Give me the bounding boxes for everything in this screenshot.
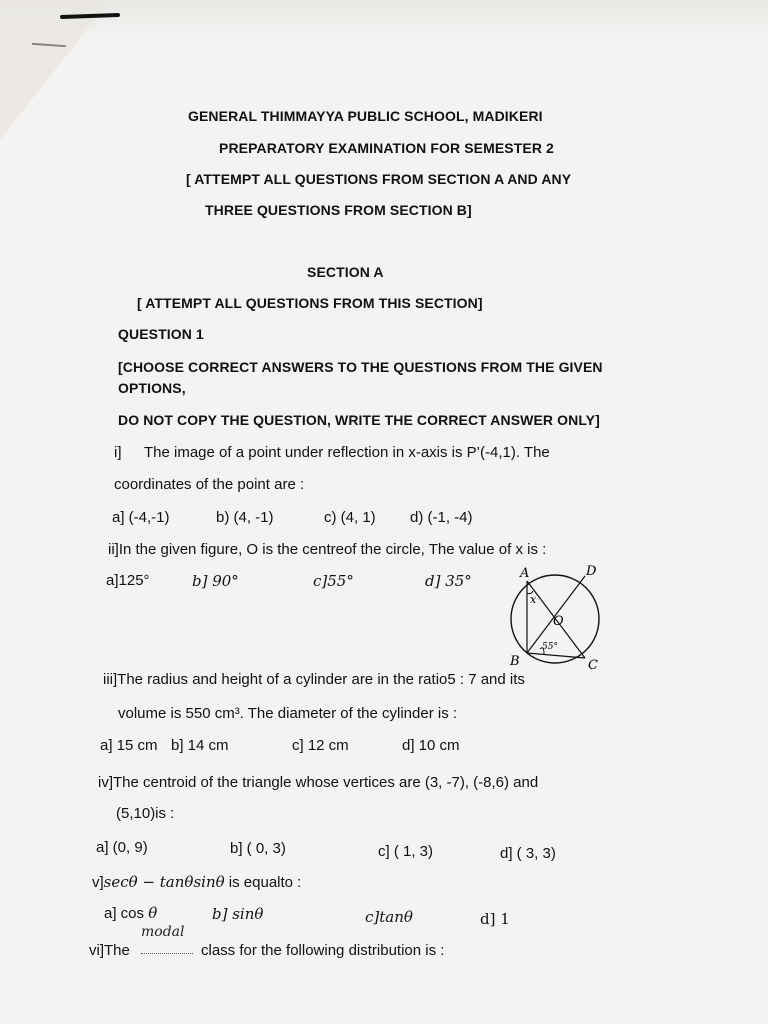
page-top-shade bbox=[0, 0, 768, 40]
q3-option-a: a] 15 cm bbox=[100, 737, 158, 754]
q4-option-b: b] ( 0, 3) bbox=[230, 840, 286, 857]
section-instruction: [ ATTEMPT ALL QUESTIONS FROM THIS SECTION] bbox=[137, 295, 483, 311]
choose-instruction-2: OPTIONS, bbox=[118, 380, 186, 396]
q5-option-b: b] sinθ bbox=[212, 905, 264, 923]
instruction-line-1: [ ATTEMPT ALL QUESTIONS FROM SECTION A AND ANY bbox=[186, 171, 572, 187]
label-angle-55: 55° bbox=[542, 642, 558, 652]
blank-line bbox=[141, 952, 193, 954]
q3-text-line-1: iii]The radius and height of a cylinder are in the ratio5 : 7 and its bbox=[103, 671, 525, 688]
q1-option-d: d) (-1, -4) bbox=[410, 509, 473, 526]
exam-title: PREPARATORY EXAMINATION FOR SEMESTER 2 bbox=[219, 140, 554, 156]
q4-text-line-2: (5,10)is : bbox=[116, 805, 175, 822]
label-x: x bbox=[530, 593, 537, 606]
school-name: GENERAL THIMMAYYA PUBLIC SCHOOL, MADIKERI bbox=[188, 108, 543, 124]
label-b: B bbox=[510, 654, 520, 669]
q5-line bbox=[92, 873, 301, 891]
choose-instruction-1: [CHOOSE CORRECT ANSWERS TO THE QUESTIONS FROM THE GIVEN bbox=[118, 359, 603, 375]
q5-option-a-theta: θ bbox=[148, 904, 158, 922]
q5-option-a bbox=[104, 904, 157, 922]
q1-option-a: a] (-4,-1) bbox=[112, 509, 170, 526]
label-o: O bbox=[553, 614, 564, 629]
no-copy-instruction: DO NOT COPY THE QUESTION, WRITE THE CORRECT ANSWER ONLY] bbox=[118, 412, 600, 428]
q5-option-d: d] 1 bbox=[480, 910, 510, 928]
circle-figure bbox=[500, 565, 610, 675]
q5-expression: secθ − tanθsinθ bbox=[103, 873, 225, 891]
section-title: SECTION A bbox=[307, 264, 384, 280]
q3-option-c: c] 12 cm bbox=[292, 737, 349, 754]
label-c: C bbox=[588, 658, 598, 673]
q4-text-line-1: iv]The centroid of the triangle whose vertices are (3, -7), (-8,6) and bbox=[98, 774, 539, 791]
q3-option-d: d] 10 cm bbox=[402, 737, 460, 754]
label-d: D bbox=[586, 565, 597, 579]
q1-text-line-2: coordinates of the point are : bbox=[114, 476, 305, 493]
q5-suffix: is equalto : bbox=[224, 874, 302, 891]
q1-text-line-1: The image of a point under reflection in x-axis is P’(-4,1). The bbox=[144, 444, 550, 461]
q4-option-a: a] (0, 9) bbox=[96, 839, 148, 856]
q4-option-c: c] ( 1, 3) bbox=[378, 843, 434, 860]
q1-number: i] bbox=[114, 444, 122, 461]
q2-option-b: b] 90° bbox=[192, 572, 239, 590]
label-a: A bbox=[520, 566, 530, 581]
q2-option-a: a]125° bbox=[106, 572, 150, 589]
q4-option-d: d] ( 3, 3) bbox=[500, 845, 556, 862]
q2-option-c: c]55° bbox=[313, 572, 354, 590]
q5-option-a-label: a] cos bbox=[104, 905, 149, 922]
q1-option-b: b) (4, -1) bbox=[216, 509, 274, 526]
instruction-line-2: THREE QUESTIONS FROM SECTION B] bbox=[205, 202, 472, 218]
handwritten-modal: modal bbox=[141, 924, 185, 940]
q5-option-c: c]tanθ bbox=[365, 908, 413, 926]
q5-prefix: v] bbox=[92, 874, 104, 891]
q6-prefix: vi]The bbox=[89, 942, 130, 959]
q6-suffix: class for the following distribution is : bbox=[201, 942, 445, 959]
q1-option-c: c) (4, 1) bbox=[324, 509, 376, 526]
q3-option-b: b] 14 cm bbox=[171, 737, 229, 754]
q3-text-line-2: volume is 550 cm³. The diameter of the cylinder is : bbox=[118, 705, 458, 722]
q2-option-d: d] 35° bbox=[425, 572, 472, 590]
question-heading: QUESTION 1 bbox=[118, 326, 204, 342]
chord-bc bbox=[527, 653, 585, 658]
q2-text: ii]In the given figure, O is the centreof the circle, The value of x is : bbox=[108, 541, 547, 558]
